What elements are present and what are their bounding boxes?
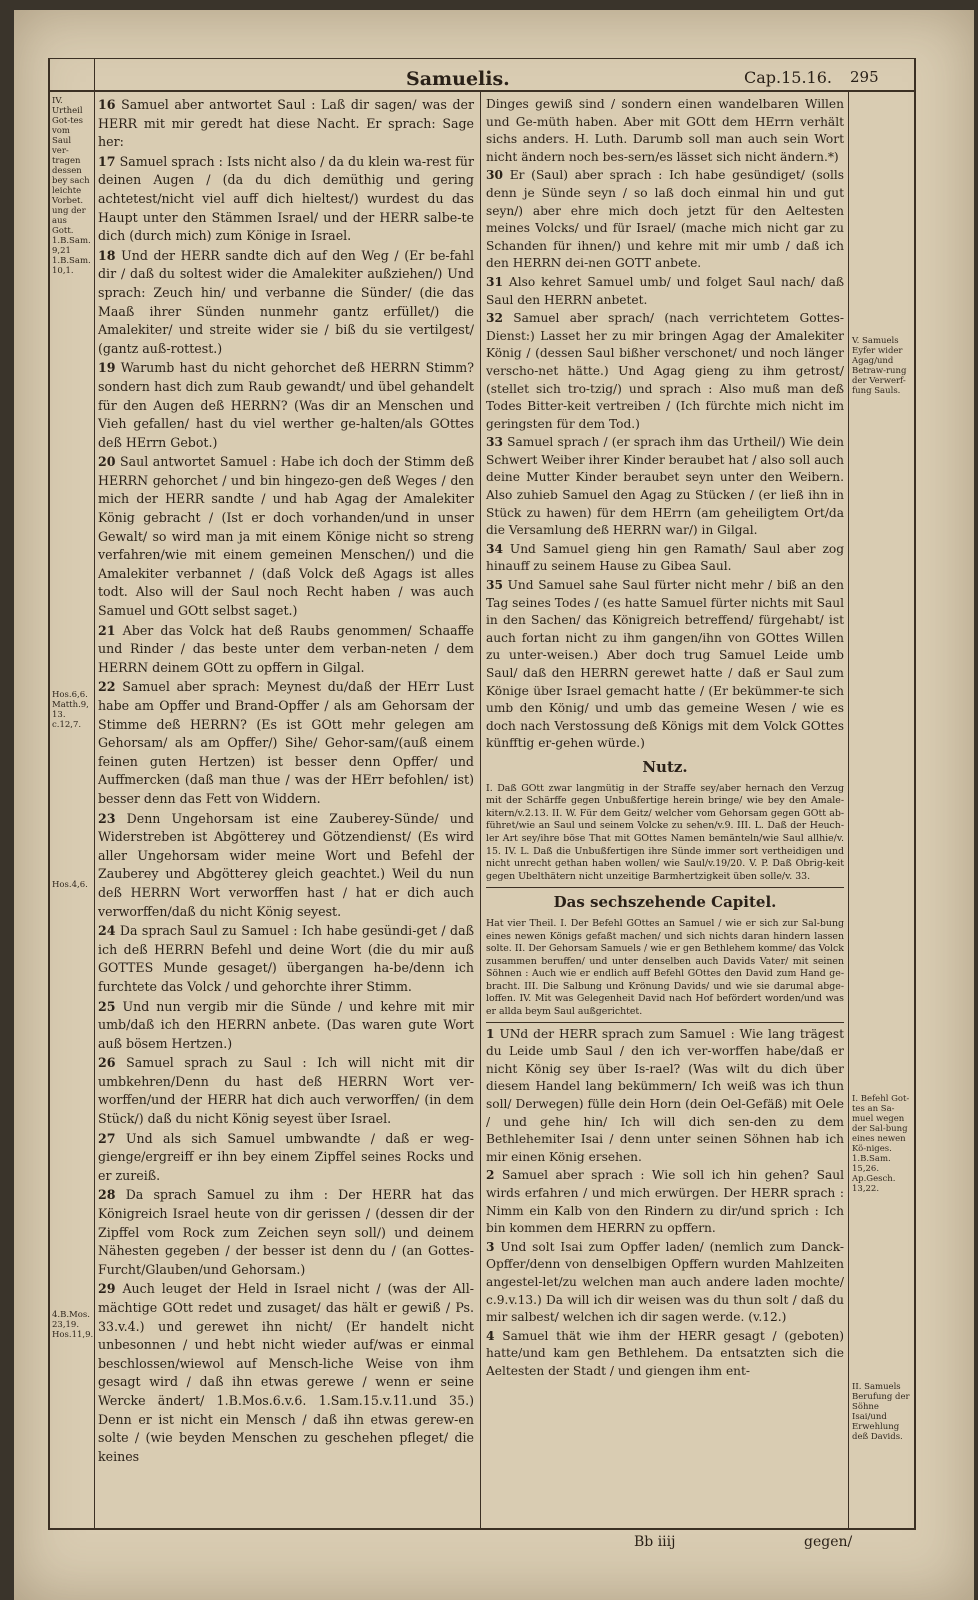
outer-right-rule [914,58,916,1528]
verse-22: 22 Samuel aber sprach: Meynest du/daß der HErr Lust habe am Opffer und Brand-Opffer / als am Gehorsam der Stimme deß HERRN? (Es ist GOtt mehr gelegen am Gehorsam/ als am Opffer/) Sihe/ Gehor-sam/(auß einem feinen guten Hertzen) ist besser denn Opffer/ und Auffmercken (daß man thue / was der HErr befohlen/ ist) besser denn das Fett von Widdern. [98,679,474,806]
verse-21: 21 Aber das Volck hat deß Raubs genommen/ Schaaffe und Rinder / das beste unter dem verban-neten / dem HERRN deinem GOtt zu opffern in Gilgal. [98,622,474,675]
verse-25: 25 Und nun vergib mir die Sünde / und kehre mit mir umb/daß ich den HERRN anbete. (Das waren gute Wort auß bösem Hertzen.) [98,998,474,1051]
inner-left-rule [94,58,95,1528]
verse-31: 31 Also kehret Samuel umb/ und folget Saul nach/ daß Saul den HERRN anbetet. [486,274,844,307]
verse-23: 23 Denn Ungehorsam ist eine Zauberey-Sünde/ und Widerstreben ist Abgötterey und Götzendienst/ (Es wird aller Ungehorsam wider meine Wort und Befehl der Zauberey und Abgötterey gleich geachtet.) Weil du nun deß HERRN Wort verworffen hast / hat er dich auch verworffen/daß du nicht König seyest. [98,810,474,919]
verse-24: 24 Da sprach Saul zu Samuel : Ich habe gesündi-get / daß ich deß HERRN Befehl und deine Wort (die du mir auß GOTTES Munde gesaget/) übergangen ha-be/denn ich furchtete das Volck / und gehorchte ihrer Stimm. [98,923,474,994]
ch16-verse-4: 4 Samuel thät wie ihm der HERR gesagt / (geboten) hatte/und kam gen Bethlehem. Da entsatzten sich die Aeltesten der Stadt / und giengen ihm ent- [486,1328,845,1378]
verse-27: 27 Und als sich Samuel umbwandte / daß er weg-gienge/ergreiff er ihn bey einem Zipffel seines Rocks und er zureiß. [98,1130,474,1183]
verse-17: 17 Samuel sprach : Ists nicht also / da du klein wa-rest für deinen Augen / (da du dich demüthig und gering achtetest/nicht viel auff dich hieltest/) wurdest du das Haupt unter den Stämmen Israel/ und der HERR salbe-te dich (durch mich) zum Könige in Israel. [98,153,474,244]
ch16-verse-2: 2 Samuel aber sprach : Wie soll ich hin gehen? Saul wirds erfahren / und mich erwürgen. Der HERR sprach : Nimm ein Kalb von den Rindern zu dir/und sprich : Ich bin kommen dem HERRN zu opffern. [486,1168,845,1236]
verse-26: 26 Samuel sprach zu Saul : Ich will nicht mit dir umbkehren/Denn du hast deß HERRN Wort ver-worffen/und der HERR hat dich auch verworffen/ (in dem Stück/) daß du nicht König seyest über Israel. [98,1055,474,1127]
ch16-verse-3: 3 Und solt Isai zum Opffer laden/ (nemlich zum Danck-Opffer/denn von denselbigen Opffern wurden Mahlzeiten angestel-let/zu welchen man auch andere laden mochte/ c.9.v.13.) Da will ich dir weisen was du thun solt / daß du mir salbest/ welchen ich dir sagen werde. (v.12.) [486,1239,844,1325]
center-rule [480,90,481,1528]
verse-19: 19 Warumb hast du nicht gehorchet deß HERRN Stimm? sondern hast dich zum Raub gewandt/ und übel gehandelt für den Augen deß HERRN? (Was dir an Menschen und Vieh gefallen/ hast du viel werther ge-halten/als GOttes deß HErrn Gebot.) [98,360,474,450]
page-number: 295 [850,68,879,86]
verse-18: 18 Und der HERR sandte dich auf den Weg / (Er be-fahl dir / daß du soltest wider die Amalekiter außziehen/) Und sprach: Zeuch hin/ und verbanne die Sünder/ (die das Maaß ihrer Sünden nunmehr gantz erfüllet/) die Amalekiter/ und streite wider sie / biß du sie vertilgest/ (gantz auß-rottest.) [98,247,474,356]
continuation-text: Dinges gewiß sind / sondern einen wandelbaren Willen und Ge-müth haben. Aber mit GOtt dem HErrn verhält sichs anders. H. Luth. Darumb soll man auch sein Wort nicht ändern noch bes-sern/es lässet sich nicht ändern.*) [486,97,844,164]
margin-note-samuels-eyfer: V. Samuels Eyfer wider Agag/und Betraw-rung der Verwerf-fung Sauls. [852,336,907,396]
margin-note-befehl: I. Befehl Got-tes an Sa-muel wegen der Sal-bung eines newen Kö-niges. 1.B.Sam. 15,26. Ap.Gesch. 13,22. [852,1094,910,1194]
header-rule [48,90,916,92]
verse-34: 34 Und Samuel gieng hin gen Ramath/ Saul aber zog hinauff zu seinem Hause zu Gibea Saul. [486,541,845,574]
ch16-verse-1: 1 UNd der HERR sprach zum Samuel : Wie lang trägest du Leide umb Saul / den ich ver-worffen habe/daß er nicht König sey über Is-rael? (Was wilt du dich über diesem Handel lang bekümmern/ Ich weiß was ich thun soll/ Derwegen) fülle dein Horn (dein Oel-Gefäß) mit Oele / und gehe hin/ Ich will dich sen-den zu dem Bethlehemiter Isai / denn unter seinen Söhnen hab ich mir einen König ersehen. [486,1026,844,1164]
catchword: gegen/ [804,1534,853,1550]
margin-note-hos-4: Hos.4,6. [52,880,88,890]
verse-32: 32 Samuel aber sprach/ (nach verrichtetem Gottes-Dienst:) Lasset her zu mir bringen Agag der Amalekiter König / (dessen Saul bißher verschonet/ und noch länger verscho-net hätte.) Und Agag gieng zu ihm getrost/ (stellet sich tro-tzig/) und sprach : Also muß man deß Todes Bitter-keit vertreiben / (Ich fürchte mich nicht im geringsten für dem Tod.) [486,311,844,431]
chapter-label: Cap.15.16. [744,68,832,87]
margin-note-hos-6: Hos.6,6. Matth.9, 13. c.12,7. [52,690,89,730]
bible-page [14,10,974,1600]
signature-mark: Bb iiij [634,1534,676,1550]
verse-16: 16 Samuel aber antwortet Saul : Laß dir sagen/ was der HERR mit mir geredt hat diese Nacht. Er sprach: Sage her: [98,97,474,150]
verse-28: 28 Da sprach Samuel zu ihm : Der HERR hat das Königreich Israel heute von dir gerissen / (dessen dir der Zipffel vom Rock zum Zeichen seyn soll/) und deinem Nähesten gegeben / der besser ist denn du / (an Gottes-Furcht/Glauben/und Gehorsam.) [98,1187,474,1277]
chapter-summary: Hat vier Theil. I. Der Befehl GOttes an Samuel / wie er sich zur Sal-bung eines newen Königs gefaßt machen/ und sich nichts daran hindern lassen solte. II. Der Gehorsam Samuels / wie er gen Bethlehem komme/ das Volck zusammen beruffen/ und unter denselben auch Davids Vater/ mit seinen Söhnen : Auch wie er endlich auff Befehl GOttes den David zum Hand ge-bracht. III. Die Salbung und Krönung Davids/ und wie sie darumal abge-loffen. IV. Mit was Gelegenheit David nach Hof befördert worden/und was er allda beym Saul außgerichtet. [486,917,844,1018]
chapter-divider [486,887,844,888]
top-rule [48,58,916,59]
running-title: Samuelis. [406,68,510,90]
verse-30: 30 Er (Saul) aber sprach : Ich habe gesündiget/ (solls denn je Sünde seyn / so laß doch einmal hin und gut seyn/) aber ehre mich doch jetzt für den Aeltesten meines Volcks/ und für Israel/ (mache mich nicht gar zu Schanden für ihnen/) und kehre mit mir umb / daß ich den HERRN dei-nen GOTT anbete. [486,168,844,271]
bottom-rule [48,1528,916,1530]
margin-note-urtheil: IV. Urtheil Got-tes vom Saul ver-tragen dessen bey sach leichte Vorbet. ung der aus Gott. 1.B.Sam. 9,21 1.B.Sam. 10,1. [52,96,91,276]
verse-20: 20 Saul antwortet Samuel : Habe ich doch der Stimm deß HERRN gehorchet / und bin hingezo-gen deß Weges / den mich der HERR sandte / und hab Agag der Amalekiter König gebracht / (Ist er doch vorhanden/und in unser Gewalt/ so wird man ja mit einem Könige nicht so streng verfahren/wie mit einem gemeinen Menschen/) und die Amalekiter verbannet / (daß Volck deß Agags ist alles todt. Also will der Saul noch Recht haben / was auch Samuel und GOtt selbst saget.) [98,454,474,619]
summary-divider [486,1022,844,1023]
right-text-column [486,96,844,1382]
nutz-heading: Nutz. [642,757,688,776]
chapter-heading: Das sechszehende Capitel. [553,893,777,912]
margin-note-berufung: II. Samuels Berufung der Söhne Isai/und Erwehlung deß Davids. [852,1382,910,1442]
verse-33: 33 Samuel sprach / (er sprach ihm das Urtheil/) Wie dein Schwert Weiber ihrer Kinder beraubet hat / also soll auch deine Mutter Kinder beraubet seyn unter den Weibern. Also zuhieb Samuel den Agag zu Stücken / (er ließ ihn in Stück zu hawen) für dem HErrn (am geheiligtem Ort/da die Versamlung deß HERRN war/) in Gilgal. [486,435,844,538]
verse-35: 35 Und Samuel sahe Saul fürter nicht mehr / biß an den Tag seines Todes / (es hatte Samuel fürter nichts mit Saul in den Sachen/ das Königreich betreffend/ fürgehabt/ ist auch fortan nicht zu ihm gangen/ihn von GOttes Willen zu unter-weisen.) Aber doch trug Samuel Leide umb Saul/ daß den HERRN gerewet hatte / daß er Saul zum Könige über Israel gemacht hatte / (Er bekümmer-te sich umb den König/ und umb das gemeine Wesen / wie es doch nach Verstossung deß Königs mit dem Volck GOttes künfftig er-gehen würde.) [486,578,844,751]
nutz-text: I. Daß GOtt zwar langmütig in der Straffe sey/aber hernach den Verzug mit der Schärffe gegen Unbußfertige herein bringe/ wie bey den Amale-kitern/v.2.13. II. W. Für dem Geitz/ welcher vom Gehorsam gegen GOtt ab-führet/wie an Saul und seinem Volcke zu sehen/v.9. III. L. Daß der Heuch-ler Art sey/ihre böse That mit GOttes Namen bemänteln/wie Saul allhie/v. 15. IV. L. Daß die Unbußfertigen ihre Sünde immer sort vertheidigen und nicht unrecht gethan haben wollen/ wie Saul/v.19/20. V. P. Daß Obrig-keit gegen Ubelthätern nicht unzeitige Barmhertzigkeit üben solle/v. 33. [486,782,844,882]
inner-right-rule [848,90,849,1528]
outer-left-rule [48,58,50,1528]
margin-note-mos: 4.B.Mos. 23,19. Hos.11,9. [52,1310,94,1340]
left-text-column [98,96,474,1467]
verse-29: 29 Auch leuget der Held in Israel nicht / (was der All-mächtige GOtt redet und zusaget/ das hält er gewiß / Ps. 33.v.4.) und gerewet ihn nicht/ (Er handelt nicht unbesonnen / und hebt nicht wieder auf/was er einmal beschlossen/wiewol auf Mensch-liche Weise von ihm gesagt wird / daß ihn etwas gerewe / wenn er seine Wercke ändert/ 1.B.Mos.6.v.6. 1.Sam.15.v.11.und 35.) Denn er ist nicht ein Mensch / daß ihn etwas gerew-en solte / (wie beyden Menschen zu geschehen pfleget/ die keines [98,1281,474,1464]
